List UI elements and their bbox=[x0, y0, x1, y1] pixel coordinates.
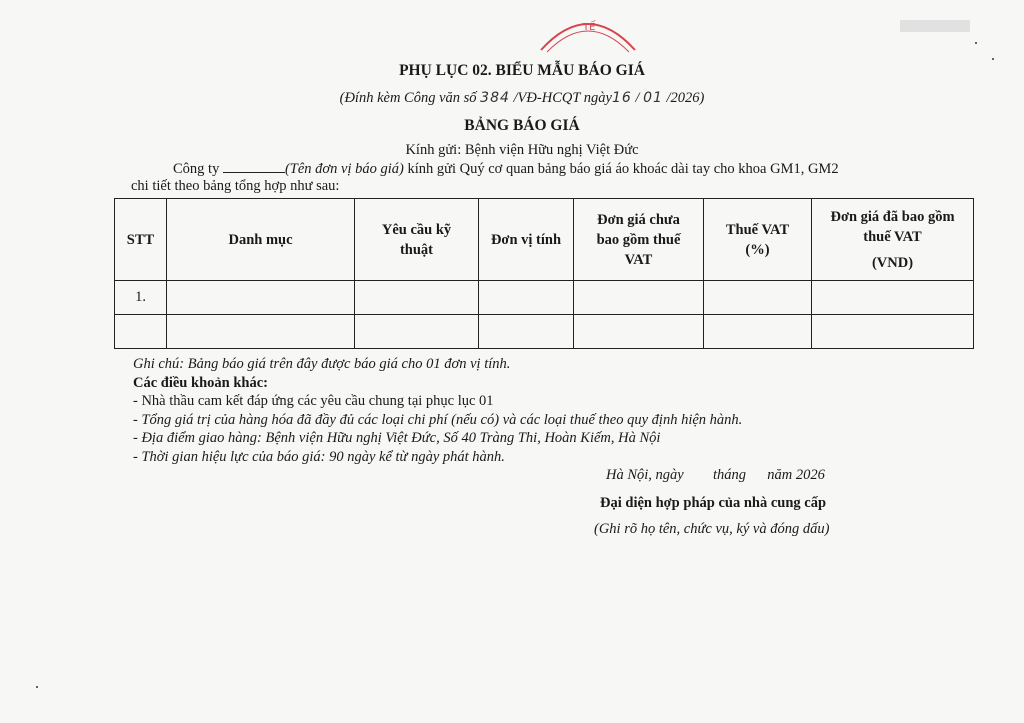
company-label: Công ty bbox=[173, 161, 220, 177]
intro-line-1-rest: kính gửi Quý cơ quan bảng báo giá áo khoác dài tay cho khoa GM1, GM2 bbox=[407, 161, 839, 177]
place-date-line bbox=[606, 467, 825, 484]
date-separator: / bbox=[635, 90, 640, 106]
stamp-arc-icon bbox=[533, 8, 643, 68]
row-cell bbox=[167, 281, 355, 315]
document-day: 16 bbox=[611, 90, 632, 106]
header-yeu-cau-line2: thuật bbox=[399, 241, 434, 258]
row-cell bbox=[704, 281, 812, 315]
header-don-gia-line1: Đơn giá chưa bbox=[597, 211, 680, 228]
subtitle-prefix: (Đính kèm Công văn số bbox=[339, 90, 477, 106]
notes-section bbox=[133, 355, 742, 466]
header-don-gia-vat-line3: (VND) bbox=[871, 254, 914, 271]
header-thue-line1: Thuế VAT bbox=[725, 221, 790, 238]
terms-item: - Nhà thầu cam kết đáp ứng các yêu cầu chung tại phục lục 01 bbox=[133, 393, 494, 409]
document-month: 01 bbox=[643, 90, 663, 106]
header-yeu-cau bbox=[355, 199, 479, 281]
row-cell bbox=[574, 315, 704, 349]
document-title: PHỤ LỤC 02. BIỂU MẪU BÁO GIÁ bbox=[399, 62, 645, 79]
recipient-line: Kính gửi: Bệnh viện Hữu nghị Việt Đức bbox=[405, 142, 639, 158]
table-row bbox=[115, 315, 974, 349]
row-cell bbox=[574, 281, 704, 315]
header-don-gia-line3: VAT bbox=[624, 251, 653, 268]
header-thue bbox=[704, 199, 812, 281]
header-stt: STT bbox=[115, 199, 167, 281]
row-cell bbox=[479, 281, 574, 315]
subtitle-suffix: /2026) bbox=[666, 90, 705, 106]
header-don-gia-line2: bao gồm thuế bbox=[596, 231, 681, 248]
header-don-gia bbox=[574, 199, 704, 281]
row-cell bbox=[479, 315, 574, 349]
terms-item: - Tổng giá trị của hàng hóa đã đầy đủ các loại chi phí (nếu có) và các loại thuế theo quy định hiện hành. bbox=[133, 411, 743, 428]
intro-line-2: chi tiết theo bảng tổng hợp như sau: bbox=[131, 178, 340, 194]
subtitle-mid: /VĐ-HCQT ngày bbox=[513, 90, 612, 106]
header-don-gia-vat-line2: thuế VAT bbox=[863, 228, 922, 245]
quote-heading: BẢNG BÁO GIÁ bbox=[464, 117, 580, 134]
row-cell bbox=[167, 315, 355, 349]
signature-instruction: (Ghi rõ họ tên, chức vụ, ký và đóng dấu) bbox=[594, 521, 830, 537]
stamp-text: TẾ bbox=[583, 22, 596, 33]
row-cell bbox=[812, 281, 974, 315]
row-stt: 1. bbox=[115, 281, 167, 315]
document-number: 384 bbox=[480, 90, 510, 106]
representative-title: Đại diện hợp pháp của nhà cung cấp bbox=[600, 495, 827, 511]
year-label: năm 2026 bbox=[767, 467, 825, 483]
header-yeu-cau-line1: Yêu cầu kỹ bbox=[381, 221, 452, 238]
header-don-vi: Đơn vị tính bbox=[479, 199, 574, 281]
table-header-row bbox=[115, 199, 974, 281]
row-cell bbox=[704, 315, 812, 349]
company-hint: (Tên đơn vị báo giá) bbox=[284, 161, 404, 177]
scan-smudge bbox=[900, 20, 970, 32]
table-row bbox=[115, 281, 974, 315]
document-subtitle bbox=[20, 90, 1024, 107]
row-cell bbox=[355, 315, 479, 349]
row-stt bbox=[115, 315, 167, 349]
header-don-gia-vat-line1: Đơn giá đã bao gồm bbox=[830, 208, 955, 225]
scan-dot bbox=[36, 686, 38, 688]
month-label: tháng bbox=[712, 467, 747, 483]
ghi-chu-note: Ghi chú: Bảng báo giá trên đây được báo giá cho 01 đơn vị tính. bbox=[133, 356, 511, 372]
row-cell bbox=[355, 281, 479, 315]
scan-dot bbox=[975, 42, 977, 44]
place-date-prefix: Hà Nội, ngày bbox=[606, 467, 684, 483]
intro-line-1 bbox=[173, 160, 839, 178]
header-don-gia-vat bbox=[812, 199, 974, 281]
row-cell bbox=[812, 315, 974, 349]
company-blank bbox=[223, 160, 285, 173]
header-thue-line2: (%) bbox=[745, 241, 770, 258]
scan-dot bbox=[992, 58, 994, 60]
terms-item: - Thời gian hiệu lực của báo giá: 90 ngày kể từ ngày phát hành. bbox=[133, 448, 505, 465]
header-danh-muc: Danh mục bbox=[167, 199, 355, 281]
terms-item: - Địa điểm giao hàng: Bệnh viện Hữu nghị Việt Đức, Số 40 Tràng Thi, Hoàn Kiếm, Hà Nội bbox=[133, 430, 661, 446]
quote-table bbox=[114, 198, 974, 349]
other-terms-title: Các điều khoản khác: bbox=[133, 374, 268, 391]
